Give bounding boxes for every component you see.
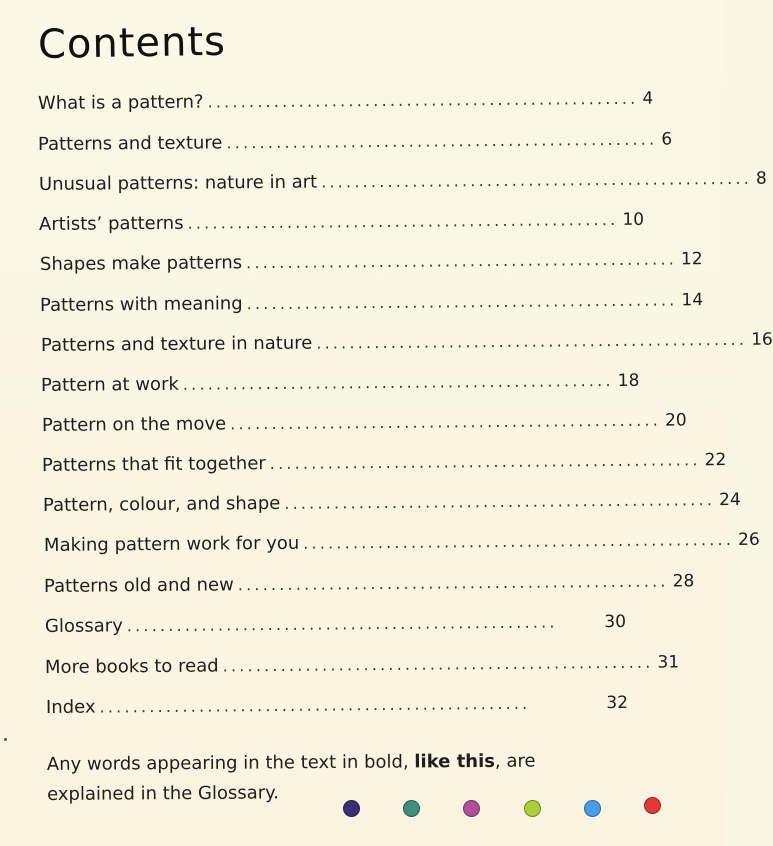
toc-entry-page-number: 6	[661, 129, 673, 150]
note-bold-example: like this	[414, 750, 496, 773]
note-text-after: , are explained in the Glossary.	[47, 750, 536, 805]
toc-entry	[43, 570, 695, 599]
toc-leader-dots: ....................................................	[284, 490, 716, 513]
toc-leader-dots: ....................................................	[269, 450, 701, 474]
toc-entry-page-number: 26	[737, 529, 760, 550]
toc-leader-dots: ....................................................	[237, 571, 669, 595]
color-dots	[343, 797, 673, 821]
toc-entry-title: Pattern at work	[40, 373, 179, 396]
toc-entry	[37, 87, 654, 116]
toc-entry-page-number: 8	[755, 168, 767, 189]
toc-leader-dots: ....................................................	[226, 129, 658, 153]
toc-entry	[45, 610, 626, 639]
toc-entry-title: Index	[45, 696, 96, 718]
toc-entry	[37, 128, 673, 157]
toc-entry-page-number: 20	[664, 410, 687, 431]
toc-entry-title: Patterns with meaning	[39, 293, 243, 316]
toc-entry-page-number: 28	[672, 571, 695, 592]
toc-entry	[39, 248, 703, 277]
toc-entry	[40, 369, 640, 398]
toc-entry-title: Pattern on the move	[41, 413, 227, 436]
toc-entry-page-number: 24	[719, 489, 741, 511]
toc-entry-title: What is a pattern?	[37, 91, 204, 114]
toc-leader-dots: ....................................................	[222, 652, 654, 676]
toc-entry-title: Unusual patterns: nature in art	[38, 171, 318, 195]
toc-leader-dots: ....................................................	[316, 329, 748, 353]
toc-leader-dots: ....................................................	[187, 209, 619, 233]
page-speck	[4, 738, 7, 741]
toc-entry-title: Shapes make patterns	[39, 252, 243, 275]
toc-entry-title: Patterns old and new	[43, 574, 234, 597]
toc-entry	[42, 489, 741, 518]
toc-entry-page-number: 31	[657, 652, 680, 673]
toc-leader-dots: ....................................................	[182, 371, 614, 394]
toc-entry	[41, 409, 687, 438]
toc-leader-dots: ....................................................	[303, 529, 735, 553]
toc-entry-page-number: 10	[622, 209, 645, 230]
toc-leader-dots: ....................................................	[207, 88, 639, 112]
magenta-dot	[463, 800, 480, 817]
note-text-before: Any words appearing in the text in bold,	[46, 751, 415, 776]
toc-entry-page-number: 18	[617, 370, 640, 391]
page-title: Contents	[37, 18, 227, 68]
toc-entry-page-number: 4	[642, 88, 654, 109]
toc-entry-title: Patterns that fit together	[41, 453, 266, 476]
toc-entry-title: Making pattern work for you	[43, 532, 300, 556]
toc-entry	[46, 691, 628, 720]
indigo-dot	[343, 800, 360, 817]
toc-leader-dots: ....................................................	[246, 249, 678, 273]
toc-leader-dots: ....................................................	[126, 612, 558, 636]
toc-entry-title: Artists’ patterns	[38, 212, 184, 235]
toc-entry-title: Patterns and texture in nature	[40, 332, 313, 356]
toc-entry-title: Patterns and texture	[37, 132, 223, 155]
toc-entry	[38, 208, 645, 237]
toc-entry-page-number: 32	[606, 692, 629, 714]
toc-entry-page-number: 22	[704, 450, 727, 471]
red-dot	[644, 797, 661, 814]
toc-entry-title: Glossary	[44, 615, 123, 637]
toc-entry-title: Pattern, colour, and shape	[42, 492, 281, 516]
toc-entry	[38, 168, 767, 197]
toc-entry-page-number: 12	[680, 249, 703, 270]
toc-leader-dots: ....................................................	[230, 410, 662, 434]
toc-entry-title: More books to read	[44, 655, 219, 678]
lime-dot	[524, 800, 541, 817]
toc-entry	[43, 529, 760, 558]
toc-entry	[44, 651, 680, 680]
toc-leader-dots: ....................................................	[246, 290, 678, 314]
toc-entry-page-number: 30	[604, 611, 627, 633]
toc-entry-page-number: 14	[681, 290, 704, 311]
toc-leader-dots: ....................................................	[99, 693, 531, 717]
toc-leader-dots: ....................................................	[321, 168, 753, 192]
teal-dot	[403, 800, 420, 817]
toc-entry	[39, 289, 704, 318]
toc-entry-page-number: 16	[751, 329, 773, 350]
sky-blue-dot	[584, 800, 601, 817]
toc-entry	[40, 329, 773, 358]
toc-entry	[41, 449, 727, 478]
